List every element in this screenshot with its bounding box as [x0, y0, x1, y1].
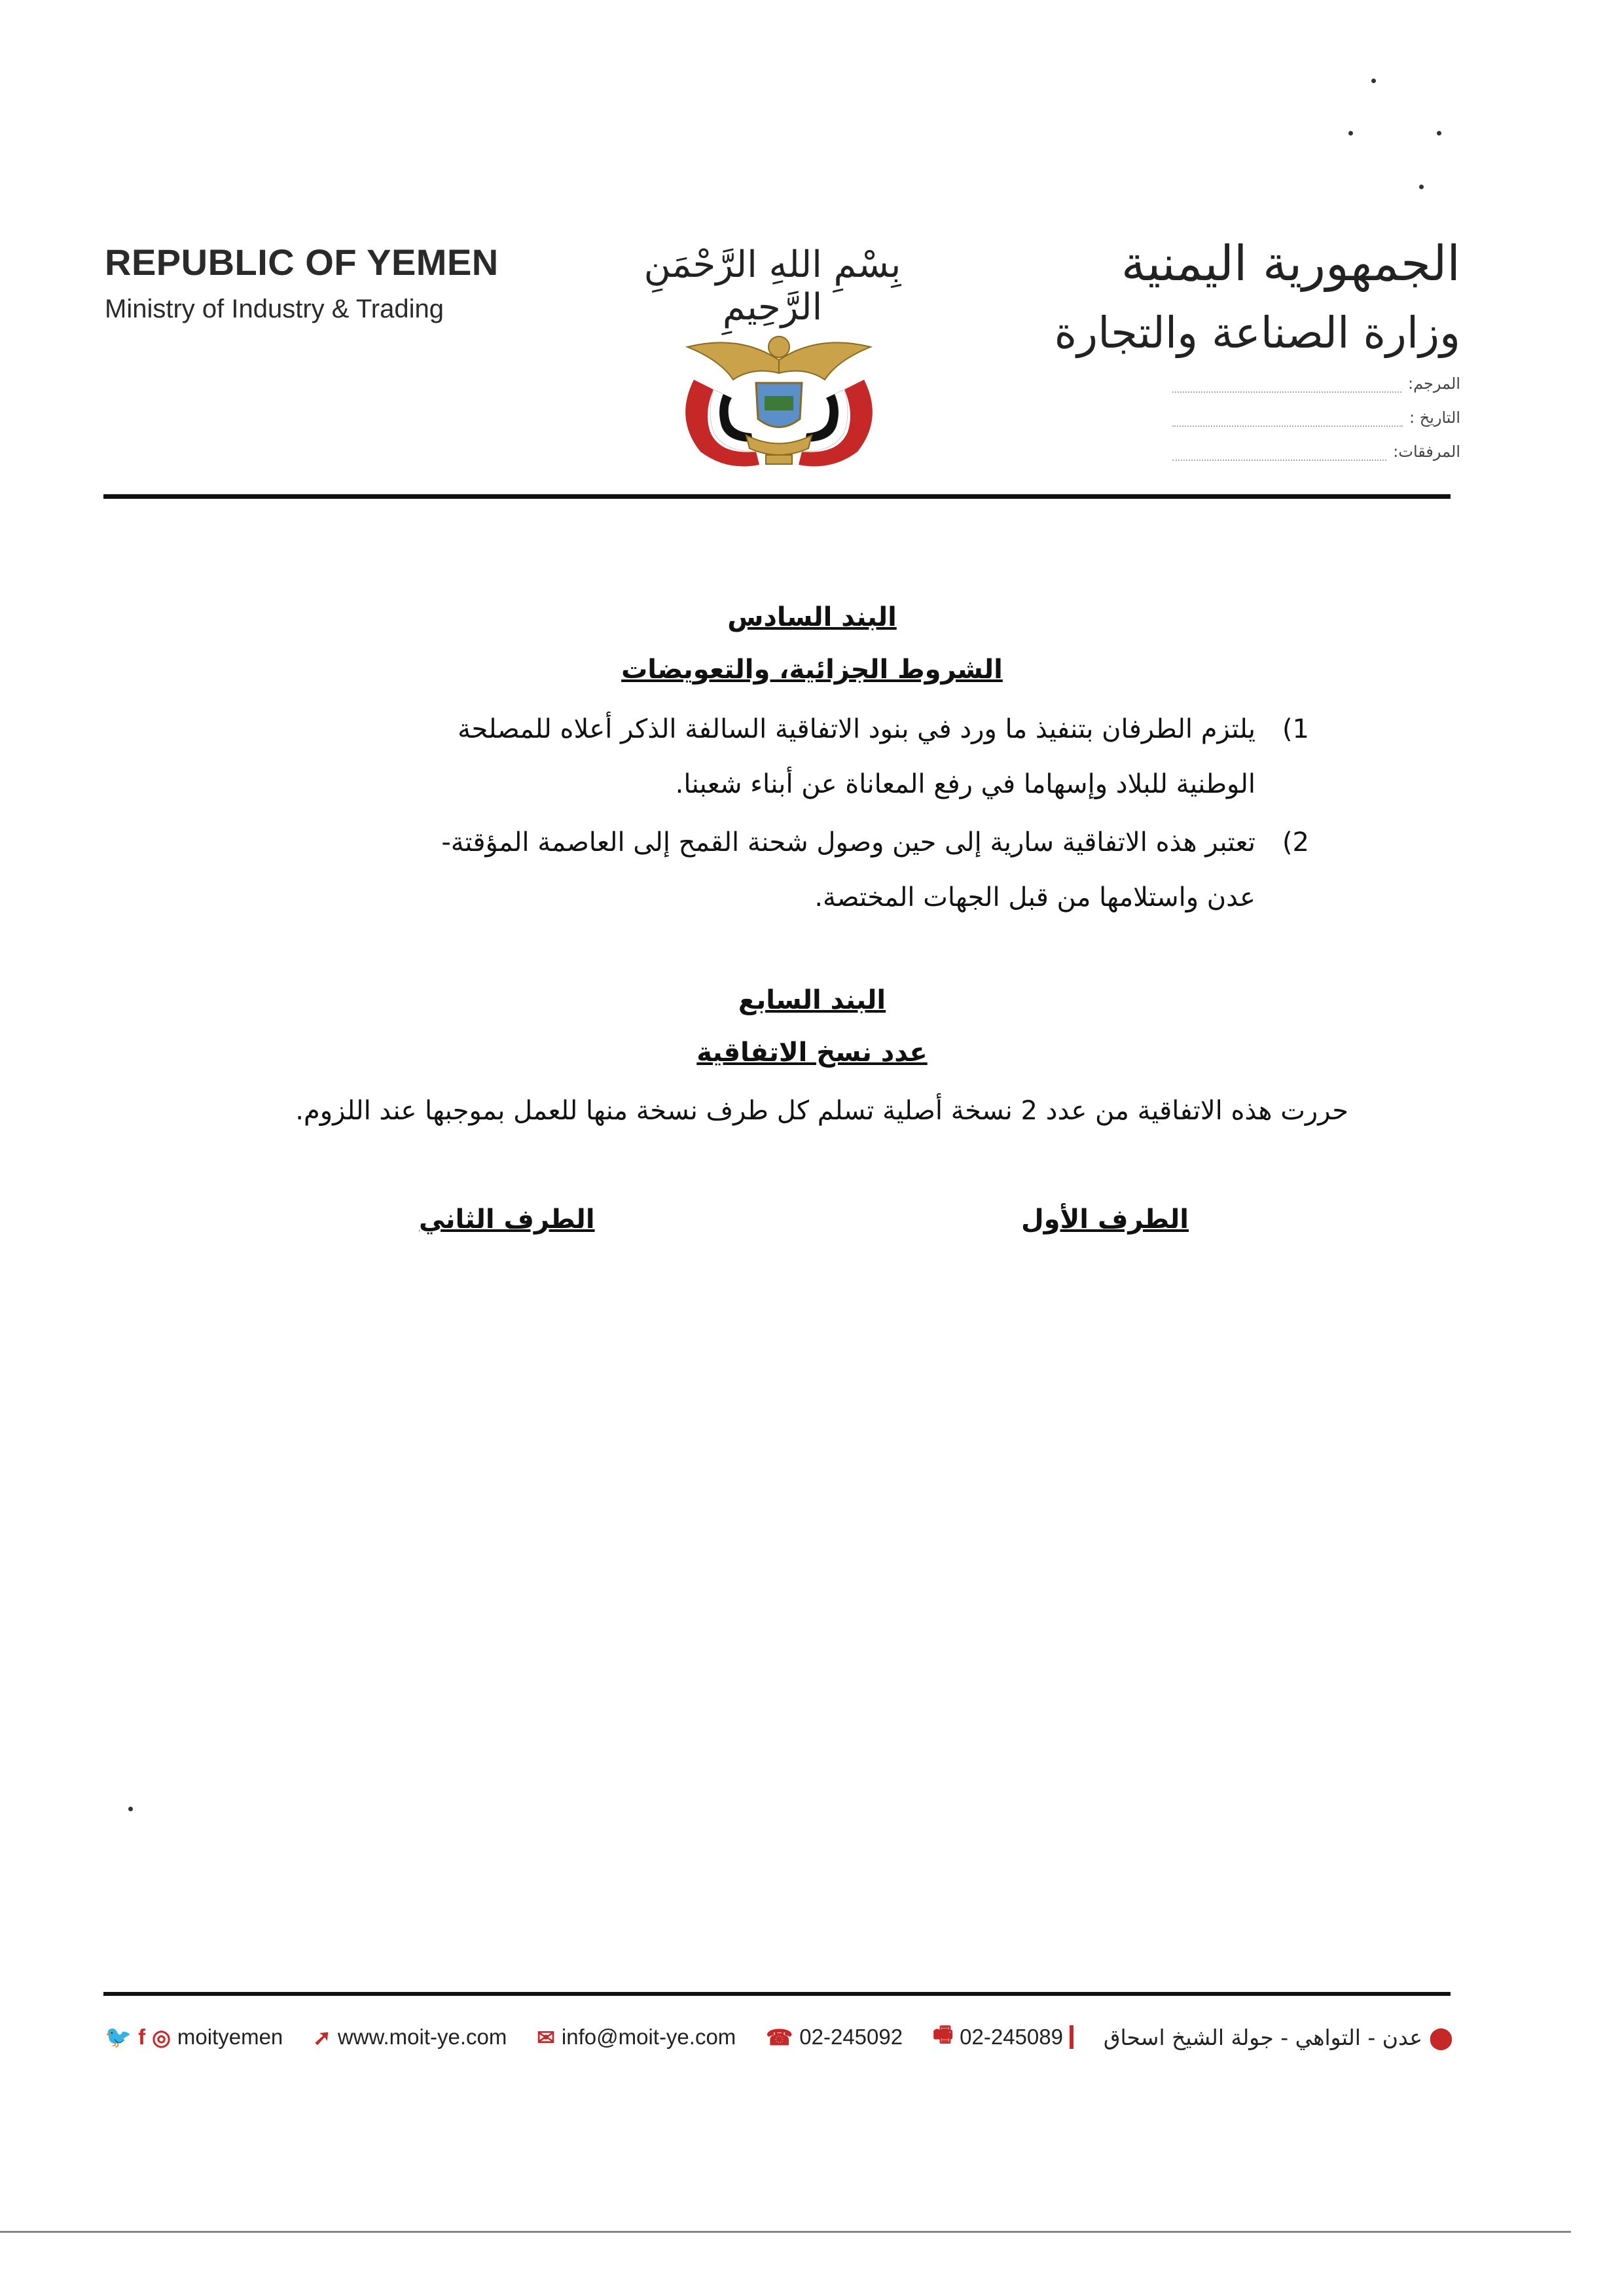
attachments-field — [1172, 443, 1460, 461]
attachments-label: المرفقات: — [1393, 443, 1460, 461]
scan-speck — [1348, 131, 1353, 136]
facebook-icon[interactable]: f — [138, 2025, 146, 2049]
ministry-name-english: REPUBLIC OF YEMEN — [105, 242, 499, 283]
fax-icon: 🖷 — [932, 2022, 954, 2046]
footer-divider — [103, 1992, 1451, 1996]
email-link[interactable]: info@moit-ye.com — [561, 2025, 736, 2049]
item-line: يلتزم الطرفان بتنفيذ ما ورد في بنود الاتفاقية السالفة الذكر أعلاه للمصلحة — [458, 714, 1255, 744]
scan-edge-line — [0, 2231, 1571, 2233]
basmala: بِسْمِ اللهِ الرَّحْمَنِ الرَّحِيمِ — [643, 244, 901, 329]
ministry-name-arabic: وزارة الصناعة والتجارة — [1054, 308, 1460, 358]
section-6-subtitle: الشروط الجزائية، والتعويضات — [621, 655, 1003, 685]
header-divider — [103, 494, 1451, 499]
scan-speck — [1419, 185, 1424, 189]
item-line: تعتبر هذه الاتفاقية سارية إلى حين وصول شحنة القمح إلى العاصمة المؤقتة- — [441, 827, 1255, 858]
scan-speck — [128, 1807, 133, 1811]
fax-number: 02-245089 — [960, 2025, 1063, 2049]
item-number: 2) — [1282, 827, 1309, 858]
second-party-label: الطرف الثاني — [419, 1204, 595, 1235]
location-pin-icon: ⬤ — [1429, 2024, 1453, 2050]
section-7-subtitle: عدد نسخ الاتفاقية — [696, 1038, 928, 1068]
footer-fax — [933, 2019, 1074, 2055]
footer-email — [537, 2025, 736, 2050]
instagram-icon[interactable]: ◎ — [152, 2025, 171, 2050]
footer-phone — [766, 2025, 903, 2050]
item-line: عدن واستلامها من قبل الجهات المختصة. — [814, 882, 1255, 913]
date-field — [1172, 408, 1460, 427]
cursor-click-icon: ➚ — [313, 2025, 331, 2050]
section-7-title: البند السابع — [738, 985, 886, 1015]
first-party-label: الطرف الأول — [1020, 1204, 1189, 1235]
footer-website — [313, 2025, 507, 2050]
footer-social — [105, 2025, 283, 2050]
phone-number: 02-245092 — [799, 2025, 903, 2049]
scan-speck — [1437, 131, 1441, 136]
social-handle[interactable]: moityemen — [177, 2025, 283, 2049]
separator-bar — [1070, 2025, 1074, 2049]
section-6-title: البند السادس — [727, 602, 897, 632]
footer-contact-bar — [105, 2017, 1453, 2057]
republic-name-arabic: الجمهورية اليمنية — [1121, 236, 1460, 292]
footer-address — [1104, 2025, 1453, 2050]
website-link[interactable]: www.moit-ye.com — [337, 2025, 507, 2049]
yemen-emblem-icon — [648, 321, 910, 484]
item-line: الوطنية للبلاد وإسهاما في رفع المعاناة عن أبناء شعبنا. — [675, 769, 1255, 799]
envelope-icon: ✉ — [537, 2025, 555, 2050]
phone-icon: ☎ — [766, 2025, 793, 2050]
reference-field — [1172, 374, 1460, 393]
section-6-item-1 — [203, 702, 1309, 812]
item-number: 1) — [1282, 714, 1309, 744]
date-label: التاريخ : — [1409, 408, 1460, 427]
twitter-icon[interactable]: 🐦 — [105, 2024, 132, 2049]
reference-label: المرجم: — [1408, 374, 1460, 393]
ministry-subtitle-english: Ministry of Industry & Trading — [105, 295, 444, 323]
address-text: عدن - التواهي - جولة الشيخ اسحاق — [1103, 2024, 1423, 2050]
section-7-text: حررت هذه الاتفاقية من عدد 2 نسخة أصلية تسلم كل طرف نسخة منها للعمل بموجبها عند اللزوم. — [295, 1096, 1348, 1126]
section-6-item-2 — [203, 815, 1309, 925]
scan-speck — [1371, 79, 1376, 83]
